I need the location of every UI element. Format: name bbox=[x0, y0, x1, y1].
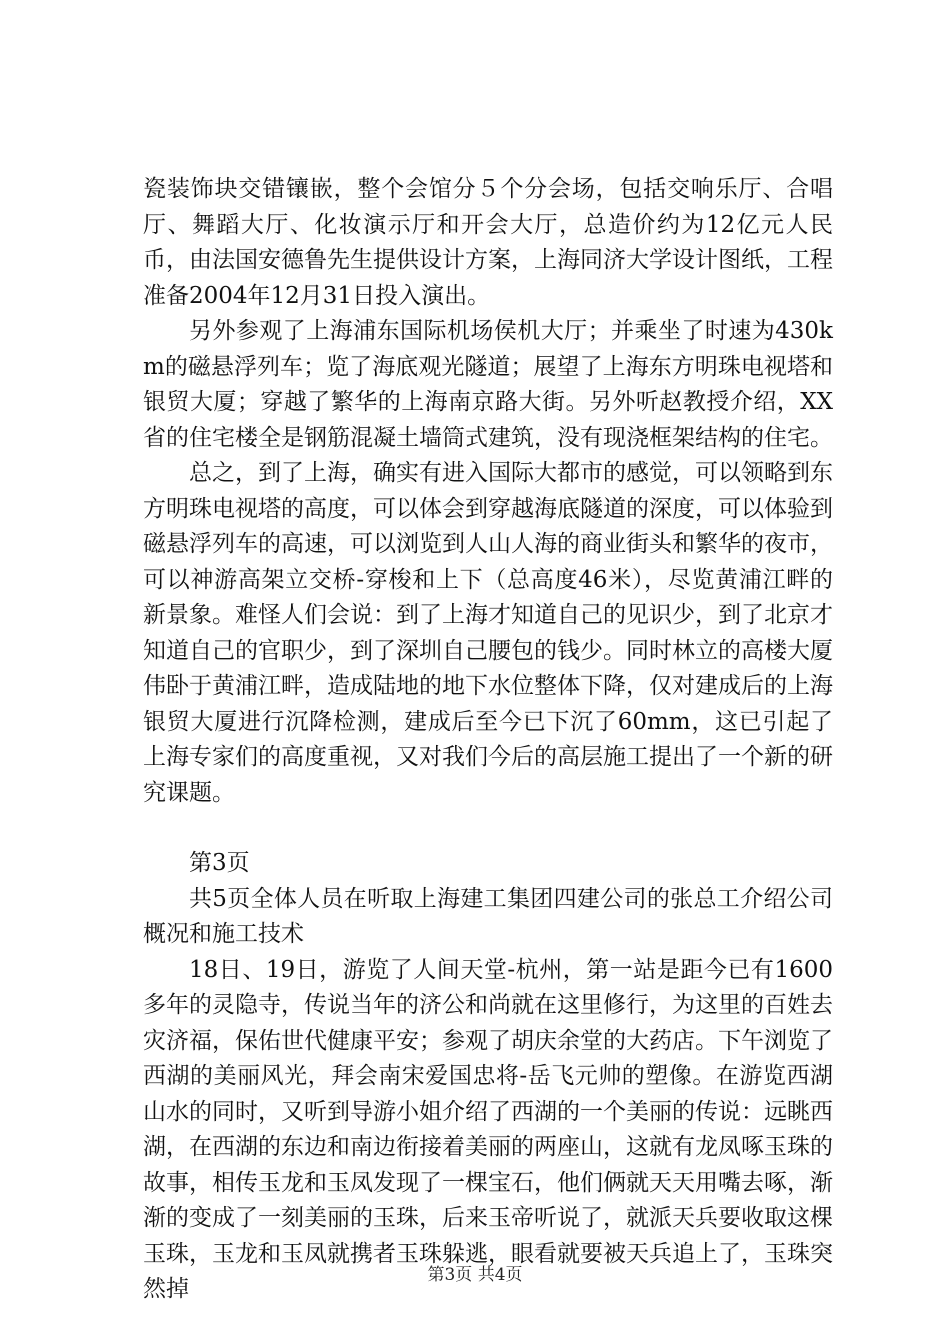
paragraph-pudong-visit: 另外参观了上海浦东国际机场侯机大厅；并乘坐了时速为430km的磁悬浮列车；览了海底观光隧道；展望了上海东方明珠电视塔和银贸大厦；穿越了繁华的上海南京路大街。另外听赵教授介绍，XX省的住宅楼全是钢筋混凝土墙筒式建筑，没有现浇框架结构的住宅。 bbox=[143, 318, 833, 451]
paragraph-shanghai-summary: 总之，到了上海，确实有进入国际大都市的感觉，可以领略到东方明珠电视塔的高度，可以体会到穿越海底隧道的深度，可以体验到磁悬浮列车的高速，可以浏览到人山人海的商业街头和繁华的夜市，可以神游高架立交桥-穿梭和上下（总高度46米），尽览黄浦江畔的新景象。难怪人们会说：到了上海才知道自己的见识少，到了北京才知道自己的官职少，到了深圳自己腰包的钱少。同时林立的高楼大厦伟卧于黄浦江畔，造成陆地的地下水位整体下降，仅对建成后的上海银贸大厦进行沉降检测，建成后至今已下沉了60mm，这已引起了上海专家们的高度重视，又对我们今后的高层施工提出了一个新的研究课题。 bbox=[143, 460, 833, 806]
paragraph-grand-theatre: 瓷装饰块交错镶嵌，整个会馆分５个分会场，包括交响乐厅、合唱厅、舞蹈大厅、化妆演示厅和开会大厅，总造价约为12亿元人民币，由法国安德鲁先生提供设计方案，上海同济大学设计图纸，工程准备2004年12月31日投入演出。 bbox=[143, 176, 833, 309]
page-footer: 第3页 共4页 bbox=[427, 1265, 523, 1285]
paragraph-gap bbox=[143, 811, 833, 846]
inline-page-marker: 第3页 bbox=[189, 850, 250, 876]
paragraph-hangzhou-tour: 18日、19日，游览了人间天堂-杭州，第一站是距今已有1600多年的灵隐寺，传说当年的济公和尚就在这里修行，为这里的百姓去灾济福，保佑世代健康平安；参观了胡庆余堂的大药店。下午浏览了西湖的美丽风光，拜会南宋爱国忠将-岳飞元帅的塑像。在游览西湖山水的同时，又听到导游小姐介绍了西湖的一个美丽的传说：远眺西湖，在西湖的东边和南边衔接着美丽的两座山，这就有龙凤啄玉珠的故事，相传玉龙和玉凤发现了一棵宝石，他们俩就天天用嘴去啄，渐渐的变成了一刻美丽的玉珠，后来玉帝听说了，就派天兵要收取这棵玉珠，玉龙和玉凤就携者玉珠躲逃，眼看就要被天兵追上了，玉珠突然掉 bbox=[143, 956, 833, 1302]
document-body bbox=[143, 172, 833, 1308]
photo-caption: 共5页全体人员在听取上海建工集团四建公司的张总工介绍公司概况和施工技术 bbox=[143, 885, 833, 947]
